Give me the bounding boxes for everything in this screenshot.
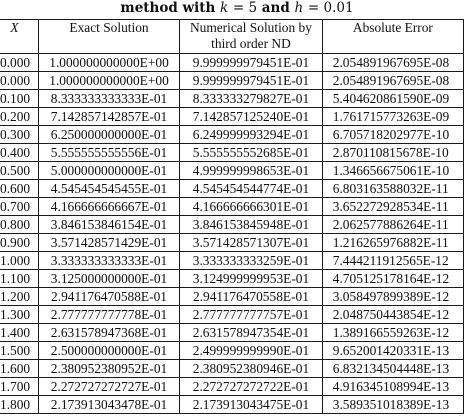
cell-exact-solution: 4.545454545455E-01 [38, 180, 179, 198]
caption-k-variable: k [219, 0, 229, 16]
caption-lead: method with [120, 0, 216, 16]
cell-numerical-solution: 5.555555552685E-01 [180, 144, 323, 162]
header-absolute-error: Absolute Error [322, 20, 463, 54]
cell-x: 0.100 [0, 90, 38, 108]
cell-numerical-solution: 2.941176470558E-01 [180, 288, 323, 306]
caption-h-value: = 0.01 [307, 0, 354, 16]
cell-numerical-solution: 4.999999998653E-01 [180, 162, 323, 180]
table-row [0, 126, 464, 144]
cell-x: 1.500 [0, 342, 38, 360]
cell-numerical-solution: 7.142857125240E-01 [180, 108, 323, 126]
table-row [0, 162, 464, 180]
cell-numerical-solution: 3.124999999953E-01 [180, 270, 323, 288]
cell-exact-solution: 3.571428571429E-01 [38, 234, 179, 252]
cell-exact-solution: 2.631578947368E-01 [38, 324, 179, 342]
cell-exact-solution: 5.555555555556E-01 [38, 144, 179, 162]
header-numerical-solution [180, 20, 323, 54]
caption-conjunction: and [261, 0, 290, 16]
cell-absolute-error: 3.058497899389E-12 [322, 288, 463, 306]
table-row [0, 360, 464, 378]
cell-numerical-solution: 6.249999993294E-01 [180, 126, 323, 144]
cell-absolute-error: 6.832134504448E-13 [322, 360, 463, 378]
table-row [0, 324, 464, 342]
cell-absolute-error: 6.705718202977E-10 [322, 126, 463, 144]
table-row [0, 234, 464, 252]
table-row [0, 108, 464, 126]
cell-x: 1.600 [0, 360, 38, 378]
cell-absolute-error: 3.652272928534E-11 [322, 198, 463, 216]
cell-exact-solution: 2.777777777778E-01 [38, 306, 179, 324]
cell-exact-solution: 2.272727272727E-01 [38, 378, 179, 396]
cell-x: 0.200 [0, 108, 38, 126]
header-row [0, 20, 464, 54]
cell-absolute-error: 1.761715773263E-09 [322, 108, 463, 126]
cell-x: 0.700 [0, 198, 38, 216]
cell-numerical-solution: 4.545454544774E-01 [180, 180, 323, 198]
cell-x: 0.300 [0, 126, 38, 144]
cell-exact-solution: 3.846153846154E-01 [38, 216, 179, 234]
cell-x: 1.300 [0, 306, 38, 324]
cell-absolute-error: 5.404620861590E-09 [322, 90, 463, 108]
cell-absolute-error: 4.916345108994E-13 [322, 378, 463, 396]
header-numerical-line2: third order ND [211, 36, 291, 51]
cell-absolute-error: 1.216265976882E-11 [322, 234, 463, 252]
table-row [0, 288, 464, 306]
table-row [0, 396, 464, 414]
cell-numerical-solution: 9.999999979451E-01 [180, 54, 323, 72]
cell-x: 1.000 [0, 252, 38, 270]
header-exact-solution: Exact Solution [38, 20, 179, 54]
cell-absolute-error: 7.444211912565E-12 [322, 252, 463, 270]
cell-x: 0.000 [0, 72, 38, 90]
cell-x: 1.400 [0, 324, 38, 342]
cell-absolute-error: 2.870110815678E-10 [322, 144, 463, 162]
cell-absolute-error: 6.803163588032E-11 [322, 180, 463, 198]
cell-x: 0.900 [0, 234, 38, 252]
table-row [0, 270, 464, 288]
cell-absolute-error: 2.048750443854E-12 [322, 306, 463, 324]
cell-absolute-error: 9.652001420331E-13 [322, 342, 463, 360]
table-row [0, 54, 464, 72]
table-row [0, 216, 464, 234]
cell-numerical-solution: 3.846153845948E-01 [180, 216, 323, 234]
cell-x: 1.800 [0, 396, 38, 414]
table-row [0, 342, 464, 360]
cell-exact-solution: 8.333333333333E-01 [38, 90, 179, 108]
cell-exact-solution: 5.000000000000E-01 [38, 162, 179, 180]
cell-absolute-error: 1.389166559263E-12 [322, 324, 463, 342]
cell-numerical-solution: 4.166666666301E-01 [180, 198, 323, 216]
cell-exact-solution: 3.333333333333E-01 [38, 252, 179, 270]
cell-absolute-error: 4.705125178164E-12 [322, 270, 463, 288]
table-row [0, 180, 464, 198]
table-row [0, 72, 464, 90]
table-row [0, 306, 464, 324]
cell-numerical-solution: 2.173913043475E-01 [180, 396, 323, 414]
caption-h-variable: h [294, 0, 304, 16]
table-row [0, 378, 464, 396]
cell-numerical-solution: 2.777777777757E-01 [180, 306, 323, 324]
cell-numerical-solution: 2.631578947354E-01 [180, 324, 323, 342]
table-row [0, 252, 464, 270]
table-row [0, 144, 464, 162]
results-table [0, 19, 464, 414]
header-numerical-line1: Numerical Solution by [189, 20, 312, 35]
cell-numerical-solution: 9.999999979451E-01 [180, 72, 323, 90]
cell-absolute-error: 2.054891967695E-08 [322, 54, 463, 72]
cell-absolute-error: 3.589351018389E-13 [322, 396, 463, 414]
cell-numerical-solution: 2.380952380946E-01 [180, 360, 323, 378]
cell-absolute-error: 2.054891967695E-08 [322, 72, 463, 90]
table-row [0, 198, 464, 216]
cell-x: 0.500 [0, 162, 38, 180]
table-caption [0, 0, 474, 20]
cell-exact-solution: 2.941176470588E-01 [38, 288, 179, 306]
cell-exact-solution: 4.166666666667E-01 [38, 198, 179, 216]
header-x: X [0, 20, 38, 54]
cell-numerical-solution: 3.333333333259E-01 [180, 252, 323, 270]
cell-x: 1.100 [0, 270, 38, 288]
cell-x: 0.800 [0, 216, 38, 234]
cell-numerical-solution: 3.571428571307E-01 [180, 234, 323, 252]
table-row [0, 90, 464, 108]
cell-exact-solution: 2.173913043478E-01 [38, 396, 179, 414]
cell-exact-solution: 6.250000000000E-01 [38, 126, 179, 144]
table-body [0, 54, 464, 414]
cell-absolute-error: 1.346656675061E-10 [322, 162, 463, 180]
cell-numerical-solution: 2.272727272722E-01 [180, 378, 323, 396]
cell-exact-solution: 7.142857142857E-01 [38, 108, 179, 126]
table-header [0, 20, 464, 54]
cell-x: 0.600 [0, 180, 38, 198]
cell-x: 1.200 [0, 288, 38, 306]
cell-numerical-solution: 8.333333279827E-01 [180, 90, 323, 108]
cell-x: 1.700 [0, 378, 38, 396]
cell-exact-solution: 1.000000000000E+00 [38, 72, 179, 90]
cell-x: 0.400 [0, 144, 38, 162]
cell-exact-solution: 2.500000000000E-01 [38, 342, 179, 360]
cell-x: 0.000 [0, 54, 38, 72]
cell-absolute-error: 2.062577886264E-11 [322, 216, 463, 234]
caption-k-value: = 5 [232, 0, 258, 16]
cell-numerical-solution: 2.499999999990E-01 [180, 342, 323, 360]
cell-exact-solution: 1.000000000000E+00 [38, 54, 179, 72]
cell-exact-solution: 3.125000000000E-01 [38, 270, 179, 288]
cell-exact-solution: 2.380952380952E-01 [38, 360, 179, 378]
